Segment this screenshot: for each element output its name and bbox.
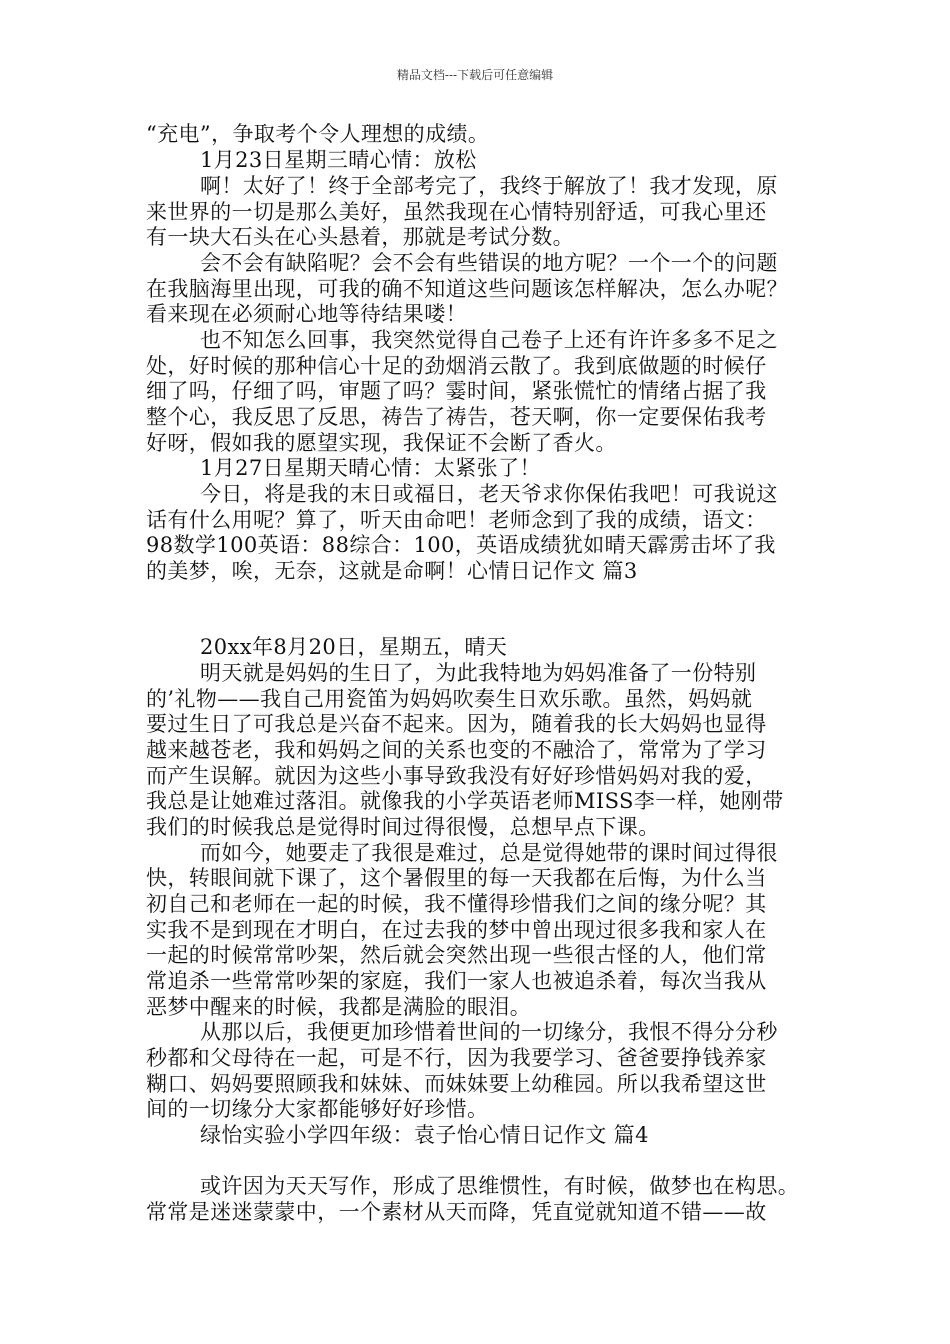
- text-line: 看来现在必须耐心地等待结果喽！: [146, 302, 467, 326]
- text-line: 今日，将是我的末日或福日，老天爷求你保佑我吧！可我说这: [200, 482, 778, 506]
- text-line: 糊口、妈妈要照顾我和妹妹、而妹妹要上幼稚园。所以我希望这世: [146, 1072, 767, 1096]
- text-line: 初自己和老师在一起的时候，我不懂得珍惜我们之间的缘分呢？其: [146, 892, 767, 916]
- text-line: 好呀，假如我的愿望实现，我保证不会断了香火。: [146, 431, 617, 455]
- text-line: 而如今，她要走了我很是难过，总是觉得她带的课时间过得很: [200, 841, 778, 865]
- text-line: 整个心，我反思了反思，祷告了祷告，苍天啊，你一定要保佑我考: [146, 405, 767, 429]
- text-line: 啊！太好了！终于全部考完了，我终于解放了！我才发现，原: [200, 174, 778, 198]
- text-line: 间的一切缘分大家都能够好好珍惜。: [146, 1097, 489, 1121]
- text-line: 从那以后，我便更加珍惜着世间的一切缘分，我恨不得分分秒: [200, 1020, 778, 1044]
- text-line: 在我脑海里出现，可我的确不知道这些问题该怎样解决，怎么办呢？: [146, 277, 788, 301]
- text-line: 常常是迷迷蒙蒙中，一个素材从天而降，凭直觉就知道不错——故: [146, 1200, 767, 1224]
- text-line: 98数学100英语：88综合：100，英语成绩犹如晴天霹雳击坏了我: [146, 533, 776, 557]
- text-line: 而产生误解。就因为这些小事导致我没有好好珍惜妈妈对我的爱，: [146, 764, 767, 788]
- text-line: 快，转眼间就下课了，这个暑假里的每一天我都在后悔，为什么当: [146, 866, 767, 890]
- text-line: 处，好时候的那种信心十足的劲烟消云散了。我到底做题的时候仔: [146, 354, 767, 378]
- text-line: 有一块大石头在心头悬着，那就是考试分数。: [146, 225, 574, 249]
- signature-line: 绿怡实验小学四年级：袁子怡心情日记作文 篇4: [200, 1123, 649, 1147]
- text-line: 也不知怎么回事，我突然觉得自己卷子上还有许许多多不足之: [200, 328, 778, 352]
- text-line: 我总是让她难过落泪。就像我的小学英语老师MISS李一样，她刚带: [146, 789, 784, 813]
- text-line: “充电”，争取考个令人理想的成绩。: [146, 122, 490, 146]
- text-line: 的美梦，唉，无奈，这就是命啊！心情日记作文 篇3: [146, 559, 638, 583]
- text-line: 的’礼物——我自己用瓷笛为妈妈吹奏生日欢乐歌。虽然，妈妈就: [146, 687, 753, 711]
- diary-date-line: 1月23日星期三晴心情：放松: [200, 148, 477, 172]
- text-line: 或许因为天天写作，形成了思维惯性，有时候，做梦也在构思。: [200, 1174, 800, 1198]
- text-line: 细了吗，仔细了吗，审题了吗？霎时间，紧张慌忙的情绪占据了我: [146, 379, 767, 403]
- text-line: 越来越苍老，我和妈妈之间的关系也变的不融洽了，常常为了学习: [146, 738, 767, 762]
- text-line: 常追杀一些常常吵架的家庭，我们一家人也被追杀着，每次当我从: [146, 969, 767, 993]
- text-line: 恶梦中醒来的时候，我都是满脸的眼泪。: [146, 995, 532, 1019]
- diary-date-line: 1月27日星期天晴心情：太紧张了！: [200, 456, 541, 480]
- text-line: 明天就是妈妈的生日了，为此我特地为妈妈准备了一份特别: [200, 661, 757, 685]
- page-header: 精品文档---下载后可任意编辑: [396, 68, 554, 82]
- text-line: 一起的时候常常吵架，然后就会突然出现一些很古怪的人，他们常: [146, 943, 767, 967]
- text-line: 会不会有缺陷呢？会不会有些错误的地方呢？一个一个的问题: [200, 251, 778, 275]
- text-line: 来世界的一切是那么美好，虽然我现在心情特别舒适，可我心里还: [146, 200, 767, 224]
- text-line: 我们的时候我总是觉得时间过得很慢，总想早点下课。: [146, 815, 660, 839]
- text-line: 实我不是到现在才明白，在过去我的梦中曾出现过很多我和家人在: [146, 918, 767, 942]
- text-line: 要过生日了可我总是兴奋不起来。因为，随着我的长大妈妈也显得: [146, 712, 767, 736]
- text-line: 秒都和父母待在一起，可是不行，因为我要学习、爸爸要挣钱养家: [146, 1046, 767, 1070]
- text-line: 话有什么用呢？算了，听天由命吧！老师念到了我的成绩，语文：: [146, 508, 767, 532]
- diary-date-line: 20xx年8月20日，星期五，晴天: [200, 635, 508, 659]
